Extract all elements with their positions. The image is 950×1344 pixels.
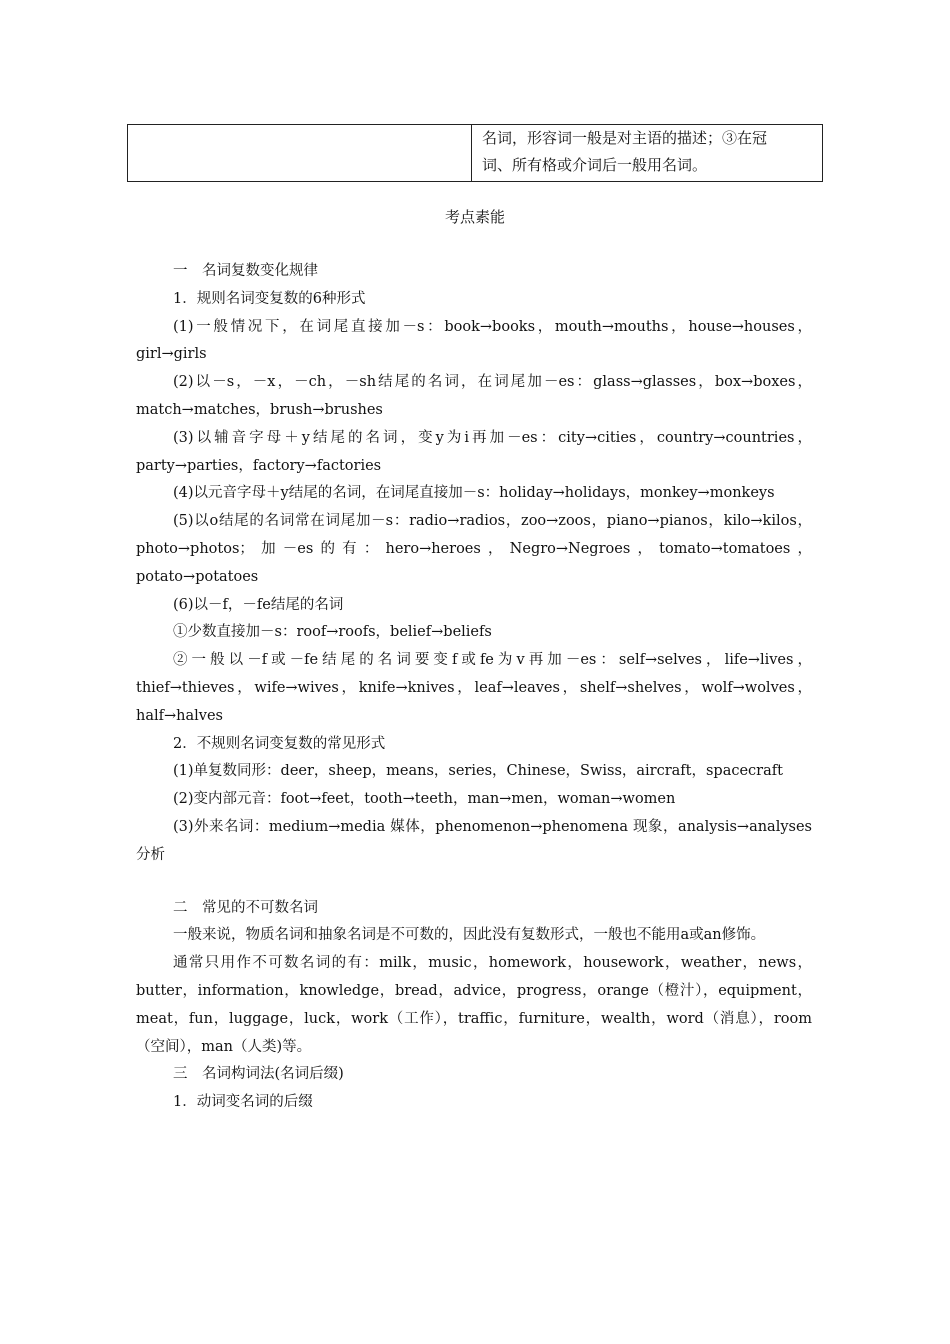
rule-3: (3)以辅音字母＋y结尾的名词，变y为i再加－es：city→cities，country→countries，party→parties，factory→factories [136, 429, 812, 474]
section-title: 考点素能 [444, 208, 505, 226]
table-cell-empty [128, 125, 472, 181]
table-cell-text [472, 125, 822, 181]
part2-para-1: 一般来说，物质名词和抽象名词是不可数的，因此没有复数形式，一般也不能用a或an修饰。 [173, 927, 766, 944]
part1-sub1-heading: 1．规则名词变复数的6种形式 [173, 290, 366, 307]
part2-para-2: 通常只用作不可数名词的有：milk，music，homework，housework，weather，news，butter，information，knowledge，bread，advice，progress，orange（橙汁），equipment，meat，fun，luggage，luck，work（工作），traffic，furniture，wealth，word（消息），room（空间），man（人类)等。 [136, 955, 812, 1055]
part3-heading: 三 名词构词法(名词后缀) [173, 1066, 344, 1083]
rule-2: (2)以－s，－x，－ch，－sh结尾的名词，在词尾加－es：glass→glasses，box→boxes，match→matches，brush→brushes [136, 374, 812, 418]
rule-1: (1)一般情况下，在词尾直接加－s：book→books，mouth→mouths，house→houses，girl→girls [136, 318, 812, 363]
irregular-3: (3)外来名词：medium→media 媒体，phenomenon→phenomena 现象，analysis→analyses 分析 [136, 818, 812, 863]
part1-heading: 一 名词复数变化规律 [173, 263, 318, 279]
part2-heading: 二 常见的不可数名词 [173, 899, 318, 916]
irregular-1: (1)单复数同形：deer，sheep，means，series，Chinese，Swiss，aircraft，spacecraft [173, 763, 783, 780]
table-line-2: 词、所有格或介词后一般用名词。 [482, 156, 708, 174]
rule-6: (6)以－f，－fe结尾的名词 [173, 596, 344, 613]
table-fragment [127, 124, 823, 182]
part3-sub1-heading: 1．动词变名词的后缀 [173, 1094, 313, 1111]
table-line-1: 名词，形容词一般是对主语的描述；③在冠 [482, 129, 768, 147]
spacer [136, 870, 812, 895]
rule-4: (4)以元音字母＋y结尾的名词，在词尾直接加－s：holiday→holidays，monkey→monkeys [173, 485, 775, 502]
rule-5: (5)以o结尾的名词常在词尾加－s：radio→radios，zoo→zoos，piano→pianos，kilo→kilos，photo→photos；加－es的有：hero→heroes，Negro→Negroes，tomato→tomatoes，potato→potatoes [136, 513, 812, 585]
document-body [136, 258, 812, 1117]
rule-6b: ②一般以－f或－fe结尾的名词要变f或fe为v再加－es：self→selves，life→lives，thief→thieves，wife→wives，knife→knives，leaf→leaves，shelf→shelves，wolf→wolves，half→halves [136, 652, 812, 724]
part1-sub2-heading: 2．不规则名词变复数的常见形式 [173, 735, 386, 752]
rule-6a: ①少数直接加－s：roof→roofs，belief→beliefs [173, 624, 492, 641]
irregular-2: (2)变内部元音：foot→feet，tooth→teeth，man→men，woman→women [173, 791, 676, 808]
